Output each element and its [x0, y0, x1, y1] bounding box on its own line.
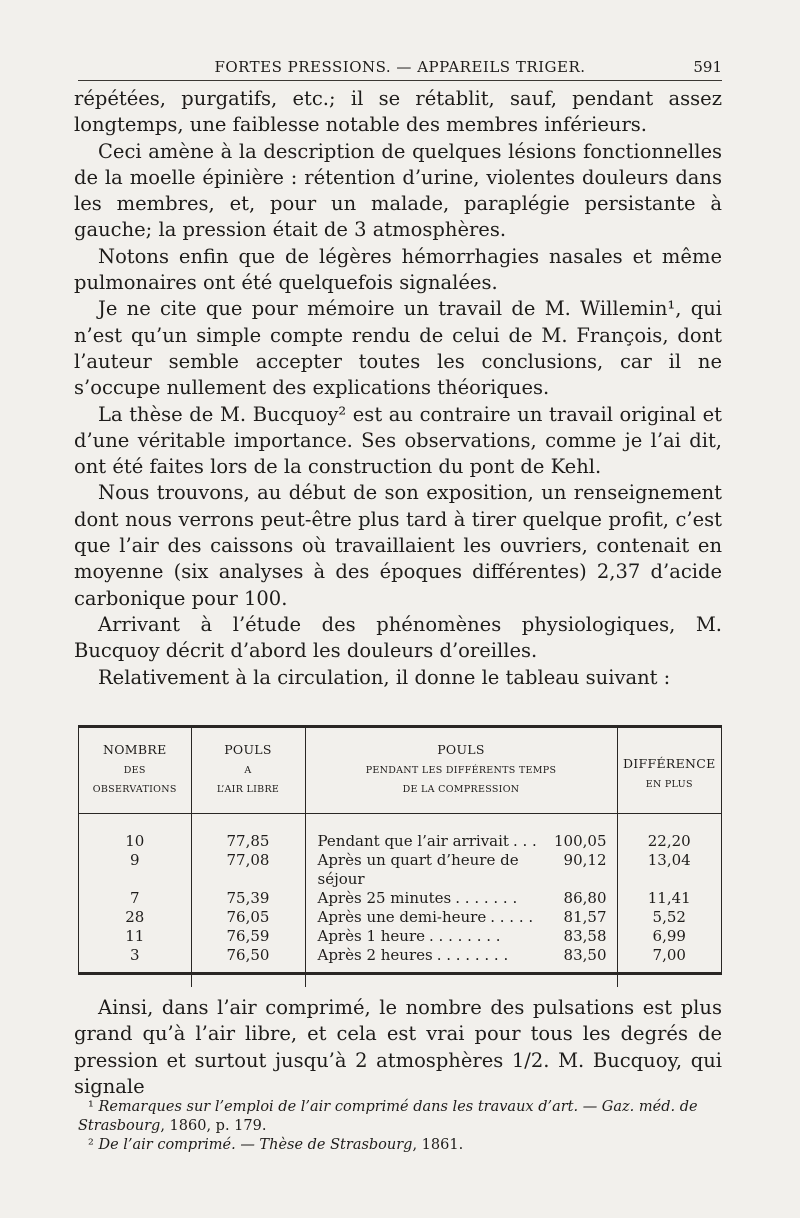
cell-pouls-libre: 76,50 — [191, 946, 305, 965]
header-pouls-comp-line3: DE LA COMPRESSION — [402, 784, 520, 795]
cell-temps-value: 81,57 — [563, 908, 607, 926]
spacer-cell — [79, 965, 191, 987]
cell-temps-label: Après un quart d’heure de séjour — [317, 851, 519, 888]
header-difference-line1: DIFFÉRENCE — [622, 756, 716, 771]
cell-pouls-compression — [305, 851, 617, 889]
header-difference-line2: EN PLUS — [645, 779, 693, 790]
cell-nombre: 28 — [79, 908, 191, 927]
cell-difference: 13,04 — [647, 851, 691, 869]
running-title: FORTES PRESSIONS. — APPAREILS TRIGER. — [214, 58, 586, 76]
paragraph: Ainsi, dans l’air comprimé, le nombre des pulsations est plus grand qu’à l’air libre, et cela est vrai pour tous les degrés de pression et surtout jusqu’à 2 atmosphères 1/2. M. Bucquoy, qui signale — [74, 996, 722, 1098]
cell-nombre: 10 — [79, 814, 191, 852]
footnote-title: Remarques sur l’emploi de l’air comprimé dans les travaux d’art. — Gaz. méd. de Strasbourg — [78, 1099, 698, 1134]
body-text-continued — [74, 995, 722, 1100]
table-row — [79, 927, 721, 946]
table-row — [79, 908, 721, 927]
header-nombre — [79, 728, 191, 814]
footnote-mark: ² — [88, 1137, 94, 1153]
header-pouls-libre-line2: A — [244, 765, 252, 776]
paragraph: Arrivant à l’étude des phénomènes physiologiques, M. Bucquoy décrit d’abord les douleurs d’oreilles. — [74, 612, 722, 663]
pulse-data-table — [79, 728, 721, 987]
spacer-cell — [617, 965, 721, 987]
cell-temps-label: Après 1 heure — [317, 927, 426, 945]
header-nombre-line2: DES — [123, 765, 146, 776]
paragraph: répétées, purgatifs, etc.; il se rétablit, sauf, pendant assez longtemps, une faiblesse notable des membres inférieurs. — [74, 87, 722, 137]
header-pouls-libre-line1: POULS — [224, 742, 272, 757]
header-pouls-libre — [191, 728, 305, 814]
cell-temps-value: 90,12 — [563, 851, 607, 869]
cell-difference: 22,20 — [647, 832, 691, 850]
cell-pouls-compression-content — [310, 832, 613, 851]
header-difference — [617, 728, 721, 814]
paragraph: La thèse de M. Bucquoy² est au contraire un travail original et d’une véritable importance. Ses observations, comme je l’ai dit, ont été faites lors de la construction du pont de Kehl. — [74, 402, 722, 479]
pulse-table — [78, 725, 722, 975]
header-pouls-libre-line3: L’AIR LIBRE — [216, 784, 280, 795]
body-text — [74, 86, 722, 691]
cell-pouls-compression — [305, 908, 617, 927]
table-row — [79, 889, 721, 908]
paragraph: Nous trouvons, au début de son exposition, un renseignement dont nous verrons peut-être plus tard à tirer quelque profit, c’est que l’air des caissons où travaillaient les ouvriers, contenait en moyenne (six analyses à des époques différentes) 2,37 d’acide carbonique pour 100. — [74, 481, 722, 610]
header-nombre-line1: NOMBRE — [102, 742, 167, 757]
cell-pouls-libre: 76,05 — [191, 908, 305, 927]
cell-pouls-compression-content — [310, 908, 613, 927]
cell-pouls-compression — [305, 814, 617, 852]
paragraph: Ceci amène à la description de quelques lésions fonctionnelles de la moelle épinière : rétention d’urine, violentes douleurs dans les membres, et, pour un malade, paraplégie persistante à gauche; la pression était de 3 atmosphères. — [74, 139, 722, 242]
table-bottom-spacer — [79, 965, 721, 987]
cell-pouls-compression — [305, 946, 617, 965]
cell-pouls-compression — [305, 889, 617, 908]
cell-temps-value: 100,05 — [554, 832, 607, 850]
cell-temps-value: 83,58 — [563, 927, 607, 945]
cell-leader-dots: . . . . . . . . — [429, 927, 501, 945]
cell-pouls-libre: 76,59 — [191, 927, 305, 946]
spacer-cell — [191, 965, 305, 987]
running-header — [78, 54, 722, 81]
cell-temps-value: 86,80 — [563, 889, 607, 907]
cell-pouls-compression-content — [310, 851, 613, 889]
spacer-cell — [305, 965, 617, 987]
footnotes — [78, 1098, 722, 1155]
cell-leader-dots: . . . . . . . . — [436, 946, 509, 964]
cell-leader-dots: . . . . . . . — [455, 889, 518, 907]
footnote-title: De l’air comprimé. — Thèse de Strasbourg — [98, 1137, 413, 1153]
header-nombre-line3: OBSERVATIONS — [92, 784, 177, 795]
cell-nombre: 3 — [79, 946, 191, 965]
cell-nombre: 7 — [79, 889, 191, 908]
cell-nombre: 11 — [79, 927, 191, 946]
cell-pouls-compression-content — [310, 889, 613, 908]
header-pouls-comp-line1: POULS — [437, 742, 485, 757]
footnote-ref: , 1861. — [412, 1137, 464, 1153]
cell-temps-label: Pendant que l’air arrivait — [317, 832, 509, 850]
cell-pouls-libre: 75,39 — [191, 889, 305, 908]
cell-difference: 7,00 — [652, 946, 686, 964]
cell-leader-dots: . . . — [512, 832, 537, 850]
header-pouls-compression — [305, 728, 617, 814]
cell-pouls-compression — [305, 927, 617, 946]
cell-temps-label: Après une demi-heure — [317, 908, 487, 926]
footnote-mark: ¹ — [88, 1099, 94, 1115]
cell-leader-dots: . . . . . — [490, 908, 534, 926]
cell-pouls-compression-content — [310, 927, 613, 946]
table-row — [79, 814, 721, 852]
cell-difference: 11,41 — [647, 889, 691, 907]
cell-difference: 6,99 — [652, 927, 686, 945]
paragraph: Je ne cite que pour mémoire un travail de M. Willemin¹, qui n’est qu’un simple compte rendu de celui de M. François, dont l’auteur semble accepter toutes les conclusions, car il ne s’occupe nullement des explications théoriques. — [74, 297, 722, 400]
cell-temps-value: 83,50 — [563, 946, 607, 964]
page-number: 591 — [693, 58, 722, 76]
cell-pouls-libre: 77,85 — [191, 814, 305, 852]
header-pouls-comp-line2: PENDANT LES DIFFÉRENTS TEMPS — [365, 765, 557, 776]
footnote — [78, 1098, 722, 1136]
footnote — [78, 1136, 722, 1155]
table-row — [79, 946, 721, 965]
paragraph: Relativement à la circulation, il donne le tableau suivant : — [98, 665, 671, 689]
paragraph: Notons enfin que de légères hémorrhagies nasales et même pulmonaires ont été quelquefois signalées. — [74, 244, 722, 295]
cell-pouls-libre: 77,08 — [191, 851, 305, 889]
footnote-ref: , 1860, p. 179. — [160, 1118, 267, 1134]
cell-temps-label: Après 25 minutes — [317, 889, 452, 907]
cell-nombre: 9 — [79, 851, 191, 889]
cell-temps-label: Après 2 heures — [317, 946, 433, 964]
table-row — [79, 851, 721, 889]
cell-difference: 5,52 — [652, 908, 686, 926]
cell-pouls-compression-content — [310, 946, 613, 965]
